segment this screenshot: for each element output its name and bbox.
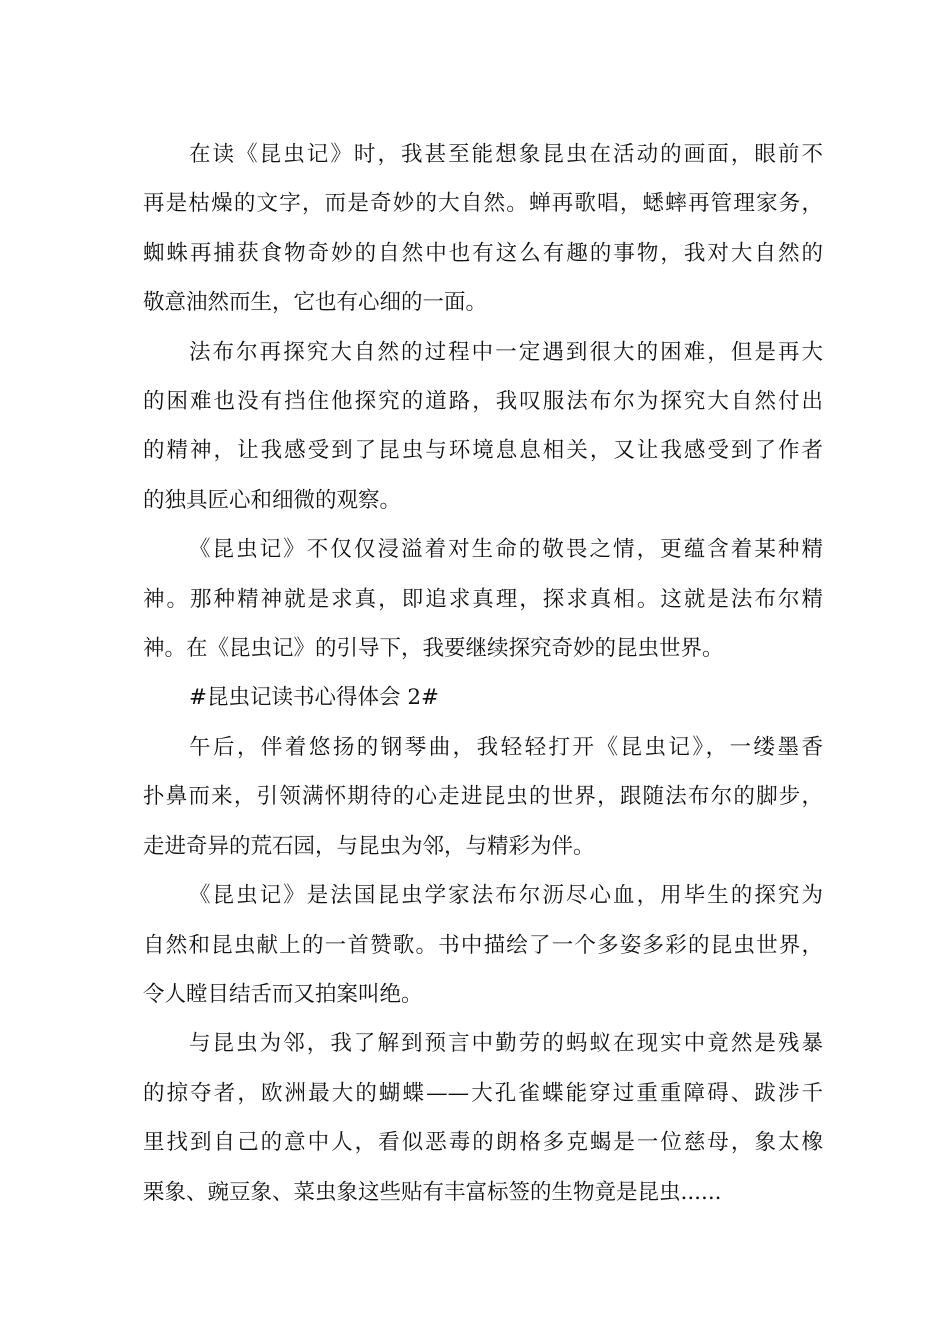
paragraph-5-line-2: 自然和昆虫献上的一首赞歌。书中描绘了一个多姿多彩的昆虫世界， <box>143 932 823 958</box>
document-body <box>143 130 823 1217</box>
paragraph-2-line-3: 的精神，让我感受到了昆虫与环境息息相关，又让我感受到了作者 <box>143 438 823 464</box>
paragraph-6-line-1: 与昆虫为邻，我了解到预言中勤劳的蚂蚁在现实中竟然是残暴 <box>189 1031 823 1057</box>
paragraph-1-line-4: 敬意油然而生，它也有心细的一面。 <box>143 290 488 316</box>
paragraph-3-line-1: 《昆虫记》不仅仅浸溢着对生命的敬畏之情，更蕴含着某种精 <box>189 537 823 563</box>
paragraph-3-line-2: 神。那种精神就是求真，即追求真理，探求真相。这就是法布尔精 <box>143 586 823 612</box>
section-heading: #昆虫记读书心得体会 2# <box>189 685 440 711</box>
paragraph-6-line-4: 栗象、豌豆象、菜虫象这些贴有丰富标签的生物竟是昆虫...... <box>143 1179 722 1205</box>
paragraph-5-line-3: 令人瞠目结舌而又拍案叫绝。 <box>143 981 423 1007</box>
paragraph-2-line-2: 的困难也没有挡住他探究的道路，我叹服法布尔为探究大自然付出 <box>143 389 823 415</box>
paragraph-1-line-2: 再是枯燥的文字，而是奇妙的大自然。蝉再歌唱，蟋蟀再管理家务， <box>143 191 823 217</box>
paragraph-1-line-3: 蜘蛛再捕获食物奇妙的自然中也有这么有趣的事物，我对大自然的 <box>143 240 823 266</box>
paragraph-6-line-2: 的掠夺者，欧洲最大的蝴蝶——大孔雀蝶能穿过重重障碍、跋涉千 <box>143 1080 823 1106</box>
paragraph-3-line-3: 神。在《昆虫记》的引导下，我要继续探究奇妙的昆虫世界。 <box>143 636 724 662</box>
paragraph-6-line-3: 里找到自己的意中人，看似恶毒的朗格多克蝎是一位慈母，象太橡 <box>143 1130 823 1156</box>
paragraph-2-line-1: 法布尔再探究大自然的过程中一定遇到很大的困难，但是再大 <box>189 339 823 365</box>
paragraph-5-line-1: 《昆虫记》是法国昆虫学家法布尔沥尽心血，用毕生的探究为 <box>189 883 823 909</box>
paragraph-1-line-1: 在读《昆虫记》时，我甚至能想象昆虫在活动的画面，眼前不 <box>189 142 823 167</box>
paragraph-4-line-1: 午后，伴着悠扬的钢琴曲，我轻轻打开《昆虫记》，一缕墨香 <box>189 734 823 760</box>
paragraph-4-line-3: 走进奇异的荒石园，与昆虫为邻，与精彩为伴。 <box>143 833 595 859</box>
paragraph-4-line-2: 扑鼻而来，引领满怀期待的心走进昆虫的世界，跟随法布尔的脚步， <box>143 784 823 810</box>
paragraph-2-line-4: 的独具匠心和细微的观察。 <box>143 487 402 513</box>
